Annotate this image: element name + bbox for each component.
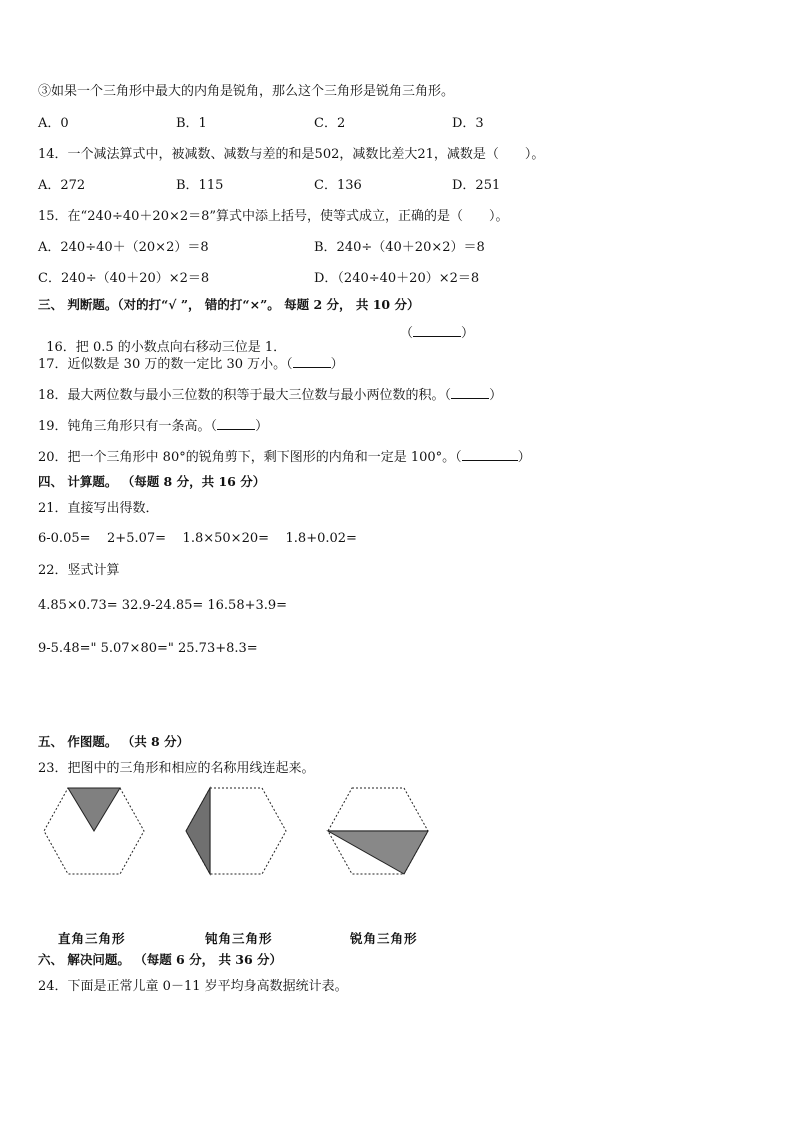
q20-bracket-close: ） bbox=[517, 450, 531, 465]
q18-bracket-close: ） bbox=[489, 388, 503, 403]
q13-option-a: A．0 bbox=[38, 116, 69, 131]
q20-blank-line bbox=[462, 448, 518, 461]
q22-row-1: 4.85×0.73= 32.9-24.85= 16.58+3.9= bbox=[38, 598, 288, 613]
q19-blank-line bbox=[217, 417, 255, 430]
q15-option-d: D．（240÷40＋20）×2＝8 bbox=[314, 271, 480, 286]
q13-option-c: C．2 bbox=[314, 116, 346, 131]
q16-bracket-open: （ bbox=[400, 326, 414, 341]
q14-option-a: A．272 bbox=[38, 178, 86, 193]
q20-bracket-open: （ bbox=[455, 450, 462, 465]
shaded-triangle-1 bbox=[68, 788, 120, 831]
q14-option-c: C．136 bbox=[314, 178, 362, 193]
q24-question: 24．下面是正常儿童 0－11 岁平均身高数据统计表。 bbox=[38, 979, 348, 994]
q16-answer-blank[interactable] bbox=[400, 324, 474, 342]
q23-question: 23．把图中的三角形和相应的名称用线连起来。 bbox=[38, 761, 315, 776]
q22-question: 22．竖式计算 bbox=[38, 563, 120, 578]
q19-bracket-open: （ bbox=[210, 419, 218, 434]
hexagon-figure-1 bbox=[42, 786, 146, 876]
q19-bracket-close: ） bbox=[255, 419, 269, 434]
hexagon-figure-2 bbox=[184, 786, 288, 876]
q14-option-b: B．115 bbox=[176, 178, 224, 193]
q15-option-b: B．240÷（40＋20×2）＝8 bbox=[314, 240, 485, 255]
q17-text: 17．近似数是 30 万的数一定比 30 万小。 bbox=[38, 357, 287, 372]
label-right-triangle[interactable]: 直角三角形 bbox=[58, 931, 126, 946]
q18-text: 18．最大两位数与最小三位数的积等于最大三位数与最小两位数的积。 bbox=[38, 388, 445, 403]
shaded-triangle-3 bbox=[328, 831, 428, 874]
q20-text: 20．把一个三角形中 80°的锐角剪下，剩下图形的内角和一定是 100°。 bbox=[38, 450, 456, 465]
q17-blank-line bbox=[293, 355, 331, 368]
q15-question: 15．在“240÷40＋20×2＝8”算式中添上括号，使等式成立，正确的是（ ）。 bbox=[38, 209, 509, 224]
q18-answer-blank[interactable] bbox=[445, 388, 503, 403]
section-3-title: 三、 判断题。（对的打“√ ”， 错的打“×”。 每题 2 分， 共 10 分） bbox=[38, 297, 420, 312]
q15-option-c: C．240÷（40＋20）×2＝8 bbox=[38, 271, 210, 286]
q18-question bbox=[38, 386, 502, 404]
q21-question: 21．直接写出得数． bbox=[38, 501, 159, 516]
q19-question bbox=[38, 417, 268, 435]
q20-answer-blank[interactable] bbox=[455, 450, 531, 465]
q18-bracket-open: （ bbox=[444, 388, 452, 403]
q17-answer-blank[interactable] bbox=[286, 357, 344, 372]
q20-question bbox=[38, 448, 531, 466]
q16-bracket-close: ） bbox=[461, 326, 475, 341]
q13-statement-3: ③如果一个三角形中最大的内角是锐角，那么这个三角形是锐角三角形。 bbox=[38, 84, 455, 99]
q19-text: 19．钝角三角形只有一条高。 bbox=[38, 419, 211, 434]
q13-option-b: B．1 bbox=[176, 116, 207, 131]
shaded-triangle-2 bbox=[186, 788, 210, 874]
q17-question bbox=[38, 355, 344, 373]
section-5-title: 五、 作图题。 （共 8 分） bbox=[38, 734, 190, 749]
q14-question: 14．一个减法算式中，被减数、减数与差的和是502，减数比差大21，减数是（ ）。 bbox=[38, 147, 545, 162]
hexagon-figure-3 bbox=[326, 786, 430, 876]
section-6-title: 六、 解决问题。 （每题 6 分， 共 36 分） bbox=[38, 952, 283, 967]
section-4-title: 四、 计算题。 （每题 8 分，共 16 分） bbox=[38, 474, 266, 489]
q16-text: 16．把 0.5 的小数点向右移动三位是 1． bbox=[46, 340, 287, 355]
q18-blank-line bbox=[451, 386, 489, 399]
label-acute-triangle[interactable]: 锐角三角形 bbox=[350, 931, 418, 946]
q21-expressions: 6-0.05= 2+5.07= 1.8×50×20= 1.8+0.02= bbox=[38, 531, 357, 546]
q13-option-d: D．3 bbox=[452, 116, 484, 131]
q19-answer-blank[interactable] bbox=[211, 419, 269, 434]
q17-bracket-close: ） bbox=[330, 357, 344, 372]
q15-option-a: A．240÷40＋（20×2）＝8 bbox=[38, 240, 209, 255]
q14-option-d: D．251 bbox=[452, 178, 501, 193]
q22-row-2: 9-5.48=" 5.07×80=" 25.73+8.3= bbox=[38, 641, 258, 656]
q17-bracket-open: （ bbox=[286, 357, 293, 372]
label-obtuse-triangle[interactable]: 钝角三角形 bbox=[205, 931, 273, 946]
q16-blank-line bbox=[413, 324, 461, 337]
q16-question bbox=[38, 324, 286, 356]
